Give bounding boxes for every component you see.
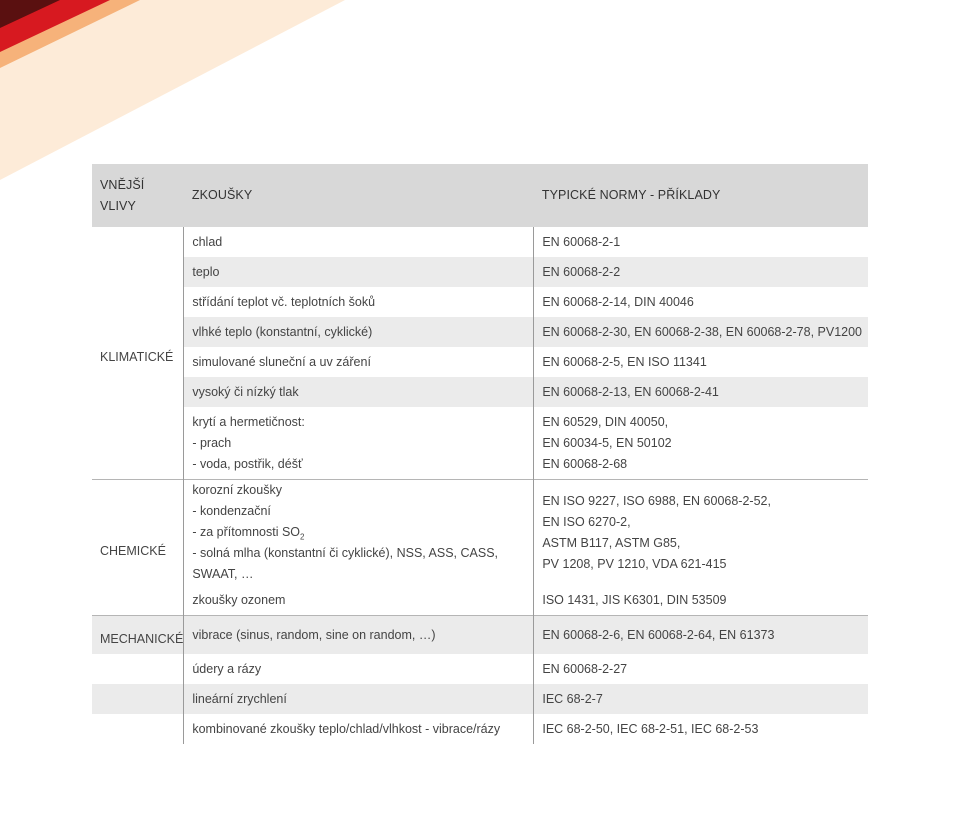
test-cell: zkoušky ozonem xyxy=(184,585,534,616)
norms-table xyxy=(92,164,868,744)
norm-cell: IEC 68-2-7 xyxy=(534,684,868,714)
test-line: krytí a hermetičnost: xyxy=(192,414,305,429)
group-chemical: CHEMICKÉ xyxy=(92,480,184,616)
norm-cell: EN 60068-2-14, DIN 40046 xyxy=(542,294,694,309)
group-mechanical-spacer xyxy=(92,684,184,714)
table-row xyxy=(92,407,868,480)
norm-line: EN ISO 6270-2, xyxy=(542,514,631,529)
norm-cell: EN 60068-2-1 xyxy=(542,234,621,249)
header-norms: TYPICKÉ NORMY - PŘÍKLADY xyxy=(534,164,868,227)
norm-cell: EN 60068-2-2 xyxy=(534,257,868,287)
table-row xyxy=(92,714,868,744)
norm-cell: EN 60068-2-30, EN 60068-2-38, EN 60068-2-78, PV1200 xyxy=(534,317,868,347)
test-cell: simulované sluneční a uv záření xyxy=(184,347,534,377)
test-cell: vlhké teplo (konstantní, cyklické) xyxy=(184,317,534,347)
norm-cell: EN 60068-2-13, EN 60068-2-41 xyxy=(534,377,868,407)
table-header-row xyxy=(92,164,868,227)
test-cell: lineární zrychlení xyxy=(184,684,534,714)
test-cell: střídání teplot vč. teplotních šoků xyxy=(184,287,534,317)
test-cell: chlad xyxy=(184,227,534,257)
table-row xyxy=(92,616,868,655)
norm-line: PV 1208, PV 1210, VDA 621-415 xyxy=(542,556,727,571)
test-line: - voda, postřik, déšť xyxy=(192,456,303,471)
table-row xyxy=(92,654,868,684)
test-cell: teplo xyxy=(184,257,534,287)
table-row xyxy=(92,684,868,714)
table-row xyxy=(92,347,868,377)
group-mechanical: MECHANICKÉ xyxy=(92,616,184,655)
so-subscript: 2 xyxy=(300,532,305,542)
norm-cell: ISO 1431, JIS K6301, DIN 53509 xyxy=(542,592,727,607)
norm-cell: EN 60068-2-27 xyxy=(542,661,628,676)
norm-line: EN 60529, DIN 40050, xyxy=(542,414,669,429)
norm-cell: IEC 68-2-50, IEC 68-2-51, IEC 68-2-53 xyxy=(542,721,759,736)
table-row xyxy=(92,257,868,287)
test-cell: kombinované zkoušky teplo/chlad/vlhkost - vibrace/rázy xyxy=(184,714,534,744)
table-row xyxy=(92,377,868,407)
norm-cell: EN 60068-2-5, EN ISO 11341 xyxy=(542,354,707,369)
test-cell: vysoký či nízký tlak xyxy=(184,377,534,407)
so-label: - za přítomnosti SO xyxy=(192,525,301,539)
test-cell: vibrace (sinus, random, sine on random, …) xyxy=(184,616,534,655)
table-row xyxy=(92,480,868,586)
header-influence: VNĚJŠÍ VLIVY xyxy=(92,164,184,227)
norm-line: EN ISO 9227, ISO 6988, EN 60068-2-52, xyxy=(542,493,771,508)
test-cell xyxy=(184,407,534,480)
norm-line: EN 60034-5, EN 50102 xyxy=(542,435,672,450)
group-climatic: KLIMATICKÉ xyxy=(92,227,184,480)
norm-cell xyxy=(534,407,868,480)
test-cell: údery a rázy xyxy=(184,654,534,684)
test-line xyxy=(192,522,533,543)
test-line: korozní zkoušky xyxy=(192,483,282,497)
corner-decoration xyxy=(0,0,360,190)
test-line: - prach xyxy=(192,435,232,450)
norm-line: ASTM B117, ASTM G85, xyxy=(542,535,681,550)
test-cell xyxy=(184,480,534,586)
table-row xyxy=(92,317,868,347)
norm-cell xyxy=(534,480,868,586)
test-line: - solná mlha (konstantní či cyklické), NSS, ASS, CASS, SWAAT, … xyxy=(192,546,499,581)
norm-line: EN 60068-2-68 xyxy=(542,456,628,471)
table-row xyxy=(92,585,868,616)
table-row xyxy=(92,287,868,317)
header-tests: ZKOUŠKY xyxy=(184,164,534,227)
group-mechanical-spacer xyxy=(92,654,184,684)
table-row xyxy=(92,227,868,257)
test-line: - kondenzační xyxy=(192,504,271,518)
group-mechanical-spacer xyxy=(92,714,184,744)
norm-cell: EN 60068-2-6, EN 60068-2-64, EN 61373 xyxy=(534,616,868,655)
